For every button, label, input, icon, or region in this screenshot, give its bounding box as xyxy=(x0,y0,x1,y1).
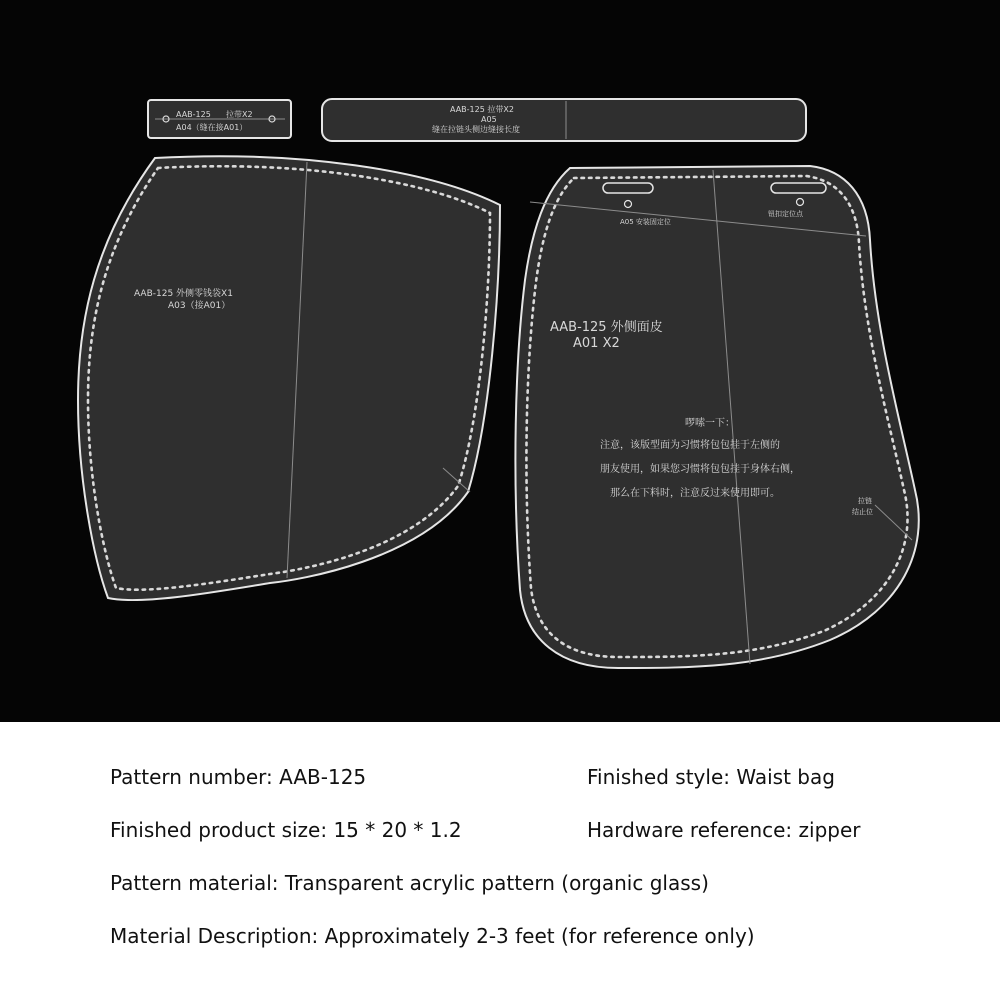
spec-hardware: Hardware reference: zipper xyxy=(587,818,861,842)
spec-finished-style: Finished style: Waist bag xyxy=(587,765,835,789)
strap-a05-code: AAB-125 拉带X2 xyxy=(450,105,514,114)
strap-a05-part: A05 xyxy=(481,115,497,124)
panel-a05-mark: A05 安装固定位 xyxy=(620,218,671,226)
pocket-a03-line2: A03（接A01） xyxy=(168,301,231,311)
panel-notice-1: 注意，该版型面为习惯将包包挂于左侧的 xyxy=(600,440,780,451)
spec-pattern-number: Pattern number: AAB-125 xyxy=(110,765,367,789)
strap-a04-sub: A04（缝在接A01） xyxy=(176,123,248,132)
spec-material: Pattern material: Transparent acrylic pattern (organic glass) xyxy=(110,871,709,895)
strap-a04-qty: 拉带X2 xyxy=(226,110,253,119)
panel-buckle-mark: 钮扣定位点 xyxy=(768,210,803,218)
panel-notice-2: 朋友使用，如果您习惯将包包挂于身体右侧， xyxy=(600,464,800,475)
strap-a04-code: AAB-125 xyxy=(176,110,211,119)
panel-zip-mark-2: 结止位 xyxy=(852,508,873,516)
panel-a01-line1: AAB-125 外侧面皮 xyxy=(550,320,663,335)
panel-notice-3: 那么在下料时，注意反过来使用即可。 xyxy=(610,488,780,499)
strap-piece-a05 xyxy=(322,99,806,141)
panel-notice-title: 啰嗦一下： xyxy=(685,418,735,429)
spec-material-desc: Material Description: Approximately 2-3 feet (for reference only) xyxy=(110,924,755,948)
spec-product-size: Finished product size: 15 * 20 * 1.2 xyxy=(110,818,462,842)
strap-piece-a04 xyxy=(148,100,291,138)
pocket-a03-line1: AAB-125 外侧零钱袋X1 xyxy=(134,289,233,299)
strap-a05-note: 缝在拉链头侧边缝接长度 xyxy=(432,125,520,134)
panel-a01-line2: A01 X2 xyxy=(573,336,620,351)
panel-zip-mark-1: 拉链 xyxy=(858,497,872,505)
outer-panel-a01 xyxy=(515,166,918,668)
